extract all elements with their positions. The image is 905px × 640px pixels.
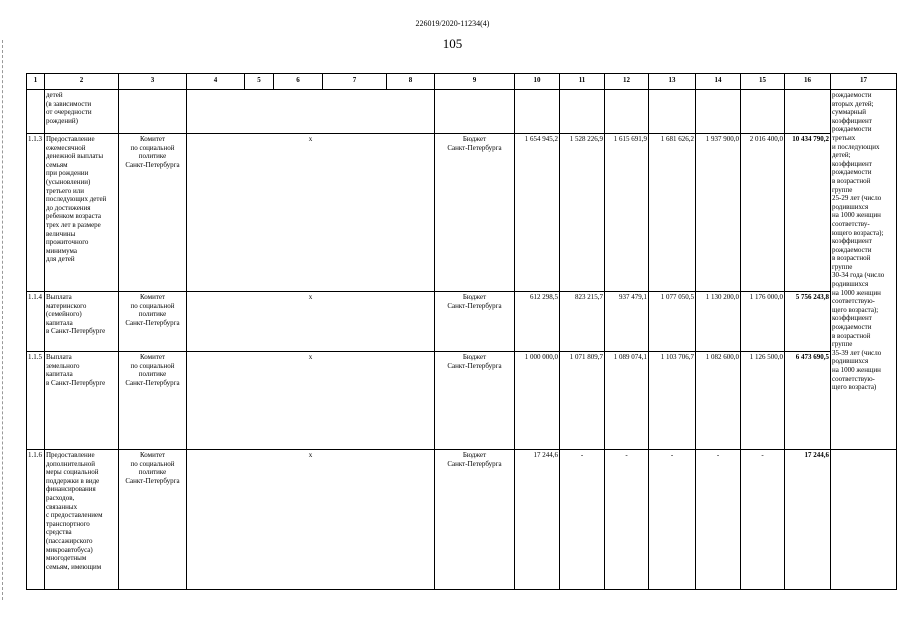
cell-v12: - xyxy=(605,450,649,590)
col-head-3: 3 xyxy=(119,74,187,90)
cell-v10 xyxy=(515,90,560,134)
table-row-carry-over xyxy=(27,90,897,134)
cell-num: 1.1.3 xyxy=(27,134,45,292)
cell-executor: Комитет по социальной политике Санкт-Петербурга xyxy=(119,134,187,292)
cell-v10: 1 654 945,2 xyxy=(515,134,560,292)
cell-executor: Комитет по социальной политике Санкт-Петербурга xyxy=(119,352,187,450)
col-head-9: 9 xyxy=(435,74,515,90)
cell-name: Предоставление ежемесячной денежной выплаты семьям при рождении (усыновлении) третьего или последующих детей до достижения ребенком возраста трех лет в размере величины прожиточного минимума для детей xyxy=(45,134,119,292)
cell-v16: 17 244,6 xyxy=(785,450,831,590)
cell-v13: 1 681 626,2 xyxy=(649,134,696,292)
cell-num xyxy=(27,90,45,134)
cell-v10: 17 244,6 xyxy=(515,450,560,590)
cell-v16 xyxy=(785,90,831,134)
cell-v14: 1 937 900,0 xyxy=(696,134,741,292)
cell-v13: - xyxy=(649,450,696,590)
cell-v11: - xyxy=(560,450,605,590)
cell-num: 1.1.4 xyxy=(27,292,45,352)
cell-executor: Комитет по социальной политике Санкт-Петербурга xyxy=(119,292,187,352)
cell-v16: 10 434 790,2 xyxy=(785,134,831,292)
cell-v16: 5 756 243,8 xyxy=(785,292,831,352)
cell-v11: 823 215,7 xyxy=(560,292,605,352)
cell-v14: - xyxy=(696,450,741,590)
cell-executor xyxy=(119,90,187,134)
cell-name: детей (в зависимости от очередности рождений) xyxy=(45,90,119,134)
cell-period-mark: х xyxy=(187,450,435,590)
col-head-14: 14 xyxy=(696,74,741,90)
cell-source: Бюджет Санкт-Петербурга xyxy=(435,352,515,450)
cell-v13: 1 077 050,5 xyxy=(649,292,696,352)
cell-v11: 1 071 809,7 xyxy=(560,352,605,450)
column-number-row xyxy=(27,74,897,90)
binding-margin-line xyxy=(2,40,4,600)
cell-v16: 6 473 690,5 xyxy=(785,352,831,450)
cell-period-mark: х xyxy=(187,352,435,450)
col-head-13: 13 xyxy=(649,74,696,90)
cell-v12: 1 615 691,9 xyxy=(605,134,649,292)
table-row xyxy=(27,352,897,450)
cell-v13: 1 103 706,7 xyxy=(649,352,696,450)
col-head-16: 16 xyxy=(785,74,831,90)
cell-period-mark: х xyxy=(187,134,435,292)
cell-num: 1.1.6 xyxy=(27,450,45,590)
col-head-12: 12 xyxy=(605,74,649,90)
cell-v15: 1 176 000,0 xyxy=(741,292,785,352)
cell-period-mark: х xyxy=(187,292,435,352)
cell-v10: 1 000 000,0 xyxy=(515,352,560,450)
program-table xyxy=(26,73,897,590)
col-head-5: 5 xyxy=(245,74,274,90)
cell-name: Выплата материнского (семейного) капитала в Санкт-Петербурге xyxy=(45,292,119,352)
cell-name: Выплата земельного капитала в Санкт-Петербурге xyxy=(45,352,119,450)
cell-executor: Комитет по социальной политике Санкт-Петербурга xyxy=(119,450,187,590)
cell-v12 xyxy=(605,90,649,134)
col-head-17: 17 xyxy=(831,74,897,90)
cell-v14: 1 130 200,0 xyxy=(696,292,741,352)
cell-v14 xyxy=(696,90,741,134)
cell-period-blank xyxy=(187,90,435,134)
col-head-6: 6 xyxy=(274,74,323,90)
table-row xyxy=(27,292,897,352)
col-head-8: 8 xyxy=(387,74,435,90)
col-head-11: 11 xyxy=(560,74,605,90)
cell-v10: 612 298,5 xyxy=(515,292,560,352)
document-number: 226019/2020-11234(4) xyxy=(415,19,490,28)
col-head-7: 7 xyxy=(323,74,387,90)
cell-v15 xyxy=(741,90,785,134)
cell-source: Бюджет Санкт-Петербурга xyxy=(435,450,515,590)
cell-v13 xyxy=(649,90,696,134)
cell-indicators-empty xyxy=(831,450,897,590)
col-head-1: 1 xyxy=(27,74,45,90)
table-row xyxy=(27,450,897,590)
cell-indicators: рождаемости вторых детей; суммарный коэффициент рождаемости третьих и последующих детей; коэффициент рождаемости в возрастной группе 25-29 лет (число родившихся на 1000 женщин соответству- ющего возраста); коэффициент рождаемости в возрастной группе 30-34 года (число родившихся на 1000 женщин соответствую- щего возраста); коэффициент рождаемости в возрастной группе 35-39 лет (число родившихся на 1000 женщин соответствую- щего возраста) xyxy=(831,90,897,450)
cell-v12: 1 089 074,1 xyxy=(605,352,649,450)
cell-num: 1.1.5 xyxy=(27,352,45,450)
cell-v11: 1 528 226,9 xyxy=(560,134,605,292)
page-number: 105 xyxy=(442,36,463,51)
cell-source: Бюджет Санкт-Петербурга xyxy=(435,134,515,292)
table-row xyxy=(27,134,897,292)
cell-source xyxy=(435,90,515,134)
col-head-4: 4 xyxy=(187,74,245,90)
cell-v15: - xyxy=(741,450,785,590)
cell-v11 xyxy=(560,90,605,134)
cell-v15: 1 126 500,0 xyxy=(741,352,785,450)
col-head-2: 2 xyxy=(45,74,119,90)
col-head-15: 15 xyxy=(741,74,785,90)
cell-v14: 1 082 600,0 xyxy=(696,352,741,450)
col-head-10: 10 xyxy=(515,74,560,90)
cell-source: Бюджет Санкт-Петербурга xyxy=(435,292,515,352)
cell-v15: 2 016 400,0 xyxy=(741,134,785,292)
cell-v12: 937 479,1 xyxy=(605,292,649,352)
cell-name: Предоставление дополнительной меры социальной поддержки в виде финансирования расходов, связанных с предоставлением транспортного средства (пассажирского микроавтобуса) многодетным семьям, имеющим xyxy=(45,450,119,590)
